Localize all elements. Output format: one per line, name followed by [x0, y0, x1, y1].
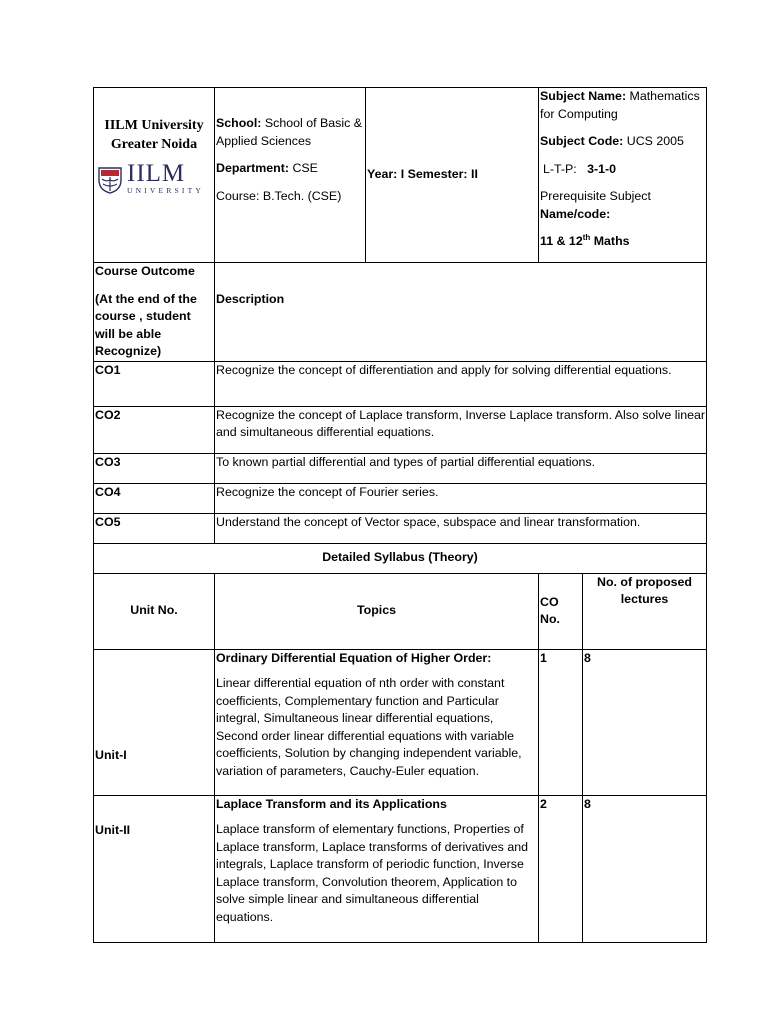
ltp-label: L-T-P: — [543, 161, 577, 176]
department-value: CSE — [292, 161, 318, 175]
outcome-header-cell — [94, 263, 215, 362]
subject-code-value: UCS 2005 — [626, 134, 684, 148]
school-line — [216, 115, 364, 150]
prereq-label: Prerequisite Subject — [540, 189, 651, 203]
unit-co: 2 — [539, 795, 583, 942]
syllabus-title: Detailed Syllabus (Theory) — [94, 543, 707, 573]
outcome-row — [94, 513, 707, 543]
outcome-row — [94, 406, 707, 453]
course-line: Course: B.Tech. (CSE) — [216, 188, 342, 203]
outcome-row — [94, 453, 707, 483]
prereq-value — [540, 233, 705, 251]
unit-topics-cell — [215, 795, 539, 942]
unit-column-header: Unit No. — [94, 573, 215, 649]
outcome-code: CO5 — [94, 513, 215, 543]
co-column-header: CO No. — [539, 573, 583, 649]
prereq-value-sup: th — [582, 232, 591, 242]
unit-co: 1 — [539, 649, 583, 795]
unit-topics-cell — [215, 649, 539, 795]
subject-code-label: Subject Code: — [540, 134, 624, 148]
unit-topic-title: Laplace Transform and its Applications — [216, 796, 447, 811]
outcome-code: CO1 — [94, 361, 215, 406]
subject-cell — [539, 88, 707, 263]
outcome-text: Recognize the concept of Fourier series. — [215, 483, 707, 513]
logo-subtext: UNIVERSITY — [127, 186, 204, 195]
outcome-text: Understand the concept of Vector space, subspace and linear transformation. — [215, 513, 707, 543]
prereq-value-main: 11 & 12 — [540, 234, 583, 248]
year-semester: Year: I Semester: II — [367, 167, 478, 182]
subject-name-value: Mathematics for Computing — [540, 89, 700, 121]
school-value: School of Basic & Applied Sciences — [216, 116, 363, 148]
outcome-header-note: (At the end of the course , student will be able Recognize) — [95, 291, 197, 358]
topics-column-header: Topics — [215, 573, 539, 649]
unit-topic-title: Ordinary Differential Equation of Higher Order: — [216, 650, 492, 665]
subject-name-label: Subject Name: — [540, 89, 627, 103]
outcomes-table — [93, 262, 707, 574]
prereq-value-subject: Maths — [590, 234, 630, 248]
university-logo — [97, 162, 213, 195]
school-label: School: — [216, 116, 262, 130]
outcome-code: CO2 — [94, 406, 215, 453]
unit-lectures: 8 — [583, 649, 707, 795]
outcome-code: CO3 — [94, 453, 215, 483]
unit-topic-body: Laplace transform of elementary functions, Properties of Laplace transform, Laplace transforms of derivatives and integrals, Laplace transform of periodic function, Inverse Laplace transform, Convolution theorem, Application to solve simple linear and simultaneous differential equations. — [216, 822, 528, 924]
outcome-row — [94, 361, 707, 406]
outcome-text: Recognize the concept of Laplace transform, Inverse Laplace transform. Also solve linear and simultaneous differential equations. — [215, 406, 707, 453]
header-table — [93, 87, 707, 263]
unit-topic-body: Linear differential equation of nth order with constant coefficients, Complementary function and Particular integral, Simultaneous linear differential equations, Second order linear differential equations with variable coefficients, Solution by changing independent variable, variation of parameters, Cauchy-Euler equation. — [216, 676, 522, 778]
logo-wordmark: IILM — [127, 160, 186, 187]
syllabus-table — [93, 573, 707, 943]
school-cell — [215, 88, 366, 263]
unit-label: Unit-II — [95, 822, 131, 837]
ltp-value: 3-1-0 — [587, 161, 617, 176]
description-header-cell — [215, 263, 707, 362]
department-label: Department: — [216, 161, 289, 175]
subject-code-line — [540, 133, 705, 151]
year-cell — [366, 88, 539, 263]
table-row — [94, 649, 707, 795]
university-location: Greater Noida — [110, 137, 198, 152]
table-row — [94, 795, 707, 942]
syllabus-document — [93, 87, 706, 943]
department-line — [216, 160, 364, 178]
outcome-text: Recognize the concept of differentiation and apply for solving differential equations. — [215, 361, 707, 406]
ltp-line — [540, 161, 705, 179]
subject-name-line — [540, 88, 705, 123]
unit-label: Unit-I — [95, 747, 127, 762]
description-header: Description — [216, 292, 285, 306]
outcome-header-title: Course Outcome — [95, 264, 195, 278]
unit-label-cell — [94, 795, 215, 942]
unit-label-cell — [94, 649, 215, 795]
crest-icon — [97, 164, 123, 194]
outcome-row — [94, 483, 707, 513]
unit-lectures: 8 — [583, 795, 707, 942]
lectures-column-header: No. of proposed lectures — [583, 573, 707, 649]
outcome-text: To known partial differential and types of partial differential equations. — [215, 453, 707, 483]
outcome-code: CO4 — [94, 483, 215, 513]
university-cell — [94, 88, 215, 263]
university-name: IILM University — [104, 118, 204, 133]
prereq-label-code: Name/code: — [540, 206, 611, 221]
